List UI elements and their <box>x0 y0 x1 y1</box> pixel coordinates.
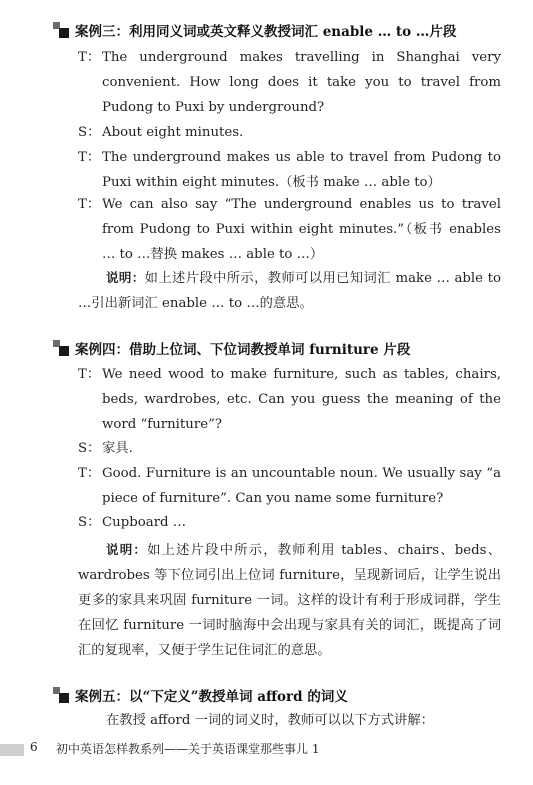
dialogue-text: We need wood to make furniture, such as tables, chairs, beds, wardrobes, etc. Can you guess the meaning of the word “furniture”? <box>102 367 501 432</box>
speaker-label: S： <box>78 441 101 456</box>
dialogue-text: Good. Furniture is an uncountable noun. We usually say “a piece of furniture”. Can you name some furniture? <box>102 466 501 506</box>
section-bullet-icon <box>53 687 69 703</box>
case3-heading-text: 案例三：利用同义词或英文释义教授词汇 enable … to …片段 <box>75 24 457 40</box>
case3-dialogue-4 <box>78 192 501 267</box>
dialogue-text: We can also say “The underground enables us to travel from Pudong to Puxi within eight minutes.”（板书 enables … to …替换 makes … able to …） <box>102 197 501 262</box>
note-label: 说明： <box>106 270 145 285</box>
footer-bar <box>0 744 24 756</box>
series-title: 初中英语怎样教系列——关于英语课堂那些事儿 1 <box>56 742 320 756</box>
case3-heading <box>53 20 456 40</box>
section-bullet-icon <box>53 22 69 38</box>
dialogue-text: About eight minutes. <box>102 125 244 140</box>
case4-dialogue-1 <box>78 362 501 437</box>
dialogue-text: Cupboard … <box>102 515 187 530</box>
case3-dialogue-3 <box>78 145 501 195</box>
case4-heading-text: 案例四：借助上位词、下位词教授单词 furniture 片段 <box>75 342 411 358</box>
dialogue-text: The underground makes us able to travel from Pudong to Puxi within eight minutes.（板书 make … able to） <box>102 150 501 190</box>
dialogue-text: The underground makes travelling in Shanghai very convenient. How long does it take you to travel from Pudong to Puxi by underground? <box>102 50 501 115</box>
case4-dialogue-3 <box>78 461 501 511</box>
case5-heading <box>53 685 348 705</box>
case4-dialogue-2 <box>78 436 501 461</box>
case4-dialogue-4 <box>78 510 501 535</box>
note-text: 如上述片段中所示，教师可以用已知词汇 make … able to …引出新词汇 enable … to …的意思。 <box>78 271 501 311</box>
section-bullet-icon <box>53 340 69 356</box>
case4-heading <box>53 338 410 358</box>
case3-dialogue-1 <box>78 45 501 120</box>
case3-note <box>78 265 501 316</box>
speaker-label: S： <box>78 515 101 530</box>
speaker-label: T： <box>78 466 101 481</box>
page-footer <box>0 738 533 760</box>
speaker-label: T： <box>78 150 101 165</box>
speaker-label: S： <box>78 125 101 140</box>
speaker-label: T： <box>78 50 101 65</box>
speaker-label: T： <box>78 367 101 382</box>
case5-intro: 在教授 afford 一词的词义时，教师可以以下方式讲解： <box>106 713 434 728</box>
case4-note <box>78 537 501 663</box>
dialogue-text: 家具. <box>102 441 133 456</box>
note-text: 如上述片段中所示，教师利用 tables、chairs、beds、wardrobes 等下位词引出上位词 furniture，呈现新词后，让学生说出更多的家具来巩固 furniture 一词。这样的设计有利于形成词群，学生在回忆 furniture 一词时脑海中会出现与家具有关的词汇，既提高了词汇的复现率，又便于学生记住词汇的意思。 <box>78 543 501 658</box>
speaker-label: T： <box>78 197 101 212</box>
note-label: 说明： <box>106 542 148 557</box>
case5-heading-text: 案例五：以“下定义”教授单词 afford 的词义 <box>75 689 348 705</box>
case3-dialogue-2 <box>78 120 501 145</box>
page-number: 6 <box>30 740 38 754</box>
